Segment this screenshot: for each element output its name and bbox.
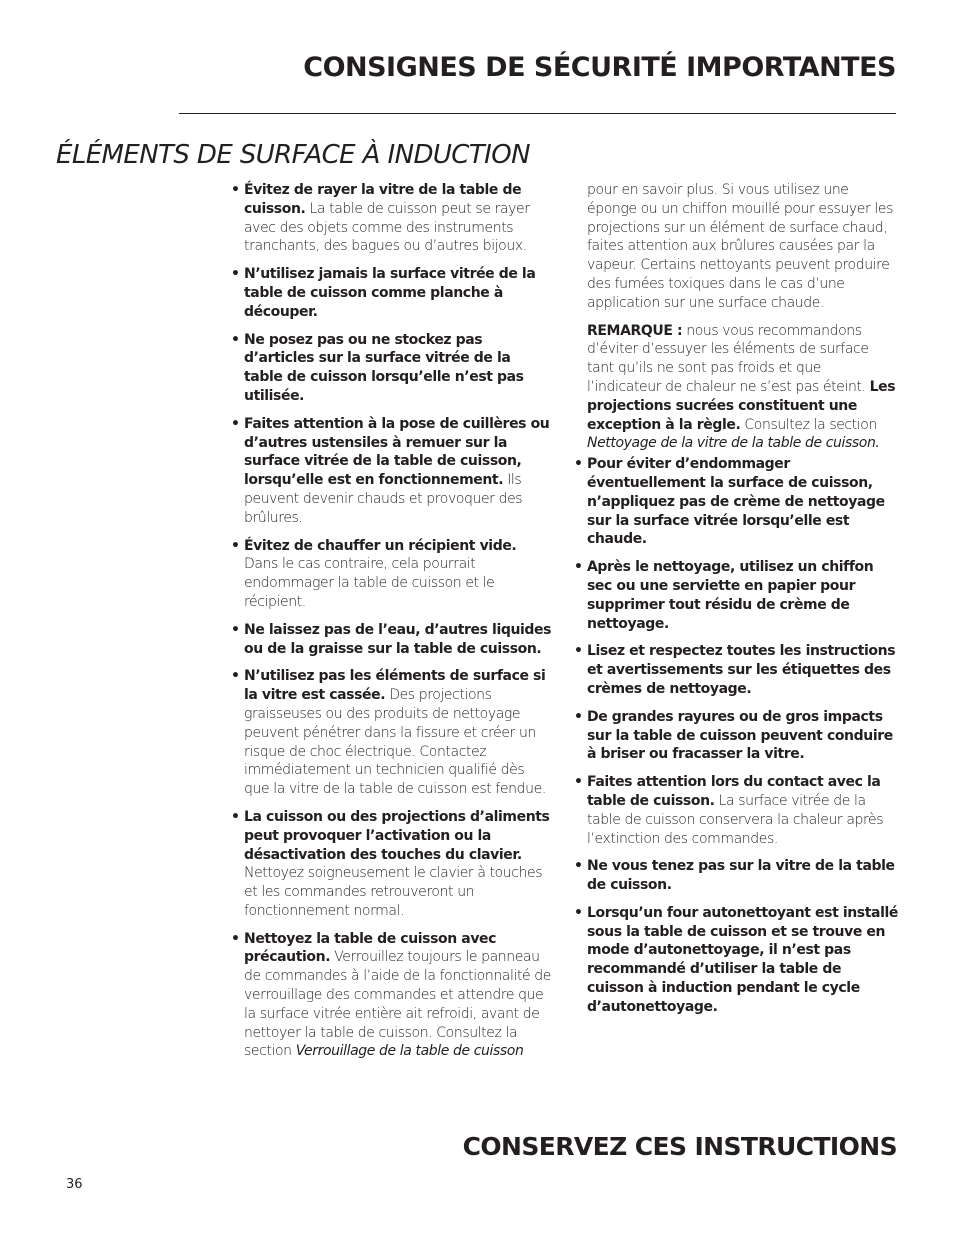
bullet-icon: • [231, 808, 240, 825]
list-item: • N’utilisez pas les éléments de surface si la vitre est cassée. Des projections graisseuses ou des produits de nettoyage peuvent pénétrer dans la fissure et créer un risque de choc électrique. Contactez immédiatement un technicien qualifié dès que la vitre de la table de cuisson est fendue. [231, 668, 546, 798]
page-header-title: CONSIGNES DE SÉCURITÉ IMPORTANTES [303, 52, 896, 83]
right-column [574, 181, 899, 1026]
list-item: • La cuisson ou des projections d’aliments peut provoquer l’activation ou la désactivation des touches du clavier. Nettoyez soigneusement le clavier à touches et les commandes retrouveront un fonctionnement normal. [231, 808, 550, 919]
header-divider [179, 113, 896, 114]
bullet-icon: • [231, 182, 240, 198]
bullet-icon: • [574, 774, 583, 791]
section-title: ÉLÉMENTS DE SURFACE À INDUCTION [56, 140, 530, 170]
bullet-icon: • [574, 456, 583, 473]
bullet-icon: • [231, 621, 240, 638]
list-item: • Ne vous tenez pas sur la vitre de la table de cuisson. [574, 858, 895, 894]
bullet-icon: • [231, 930, 240, 947]
bullet-icon: • [231, 331, 240, 348]
list-item: • Évitez de chauffer un récipient vide. Dans le cas contraire, cela pourrait endommager la table de cuisson et le récipient. [231, 537, 517, 610]
list-item: • Nettoyez la table de cuisson avec précaution. Verrouillez toujours le panneau de commandes à l’aide de la fonctionnalité de verrouillage des commandes et attendre que la surface vitrée entière ait refroidi, avant de nettoyer la table de cuisson. Consultez la section Verrouillage de la table de cuisson [231, 930, 552, 1060]
list-item: • Ne posez pas ou ne stockez pas d’articles sur la surface vitrée de la table de cuisson lorsqu’elle n’est pas utilisée. [231, 331, 524, 404]
list-item: • Faites attention à la pose de cuillères ou d’autres ustensiles à remuer sur la surface vitrée de la table de cuisson, lorsqu’elle est en fonctionnement. Ils peuvent devenir chauds et provoquer des brûlures. [231, 415, 550, 526]
page-number: 36 [66, 1177, 83, 1192]
bullet-icon: • [231, 668, 240, 685]
bullet-icon: • [574, 904, 583, 921]
list-item: • Après le nettoyage, utilisez un chiffon sec ou une serviette en papier pour supprimer tout résidu de crème de nettoyage. [574, 559, 874, 632]
list-item: • De grandes rayures ou de gros impacts sur la table de cuisson peuvent conduire à briser ou fracasser la vitre. [574, 708, 893, 763]
left-column [231, 181, 553, 1070]
footer-title: CONSERVEZ CES INSTRUCTIONS [462, 1132, 897, 1161]
list-item: • Lisez et respectez toutes les instructions et avertissements sur les étiquettes des crèmes de nettoyage. [574, 643, 896, 697]
list-item: • Lorsqu’un four autonettoyant est installé sous la table de cuisson et se trouve en mode d’autonettoyage, il n’est pas recommandé d’utiliser la table de cuisson à induction pendant le cycle d’autonettoyage. [574, 904, 898, 1015]
bullet-icon: • [231, 537, 240, 554]
list-item: • Faites attention lors du contact avec la table de cuisson. La surface vitrée de la table de cuisson conservera la chaleur après l’extinction des commandes. [574, 774, 884, 847]
bullet-icon: • [574, 858, 583, 875]
list-item: • Évitez de rayer la vitre de la table de cuisson. La table de cuisson peut se rayer avec des objets comme des instruments tranchants, des bagues ou d’autres bijoux. [231, 182, 530, 255]
list-item: • Pour éviter d’endommager éventuellement la surface de cuisson, n’appliquez pas de crème de nettoyage sur la surface vitrée lorsqu’elle est chaude. [574, 456, 885, 548]
continuation-paragraph: pour en savoir plus. Si vous utilisez une éponge ou un chiffon mouillé pour essuyer les projections sur un élément de surface chaud, faites attention aux brûlures causées par la vapeur. Certains nettoyants peuvent produire des fumées toxiques dans le cas d’une application sur une surface chaude. [587, 182, 894, 311]
bullet-icon: • [231, 415, 240, 432]
note-paragraph: REMARQUE : nous vous recommandons d’éviter d’essuyer les éléments de surface tant qu’ils ne sont pas froids et que l’indicateur de chaleur ne s’est pas éteint. Les projections sucrées constituent une exception à la règle. Consultez la section Nettoyage de la vitre de la table de cuisson. [587, 322, 896, 452]
bullet-icon: • [574, 643, 583, 660]
list-item: • N’utilisez jamais la surface vitrée de la table de cuisson comme planche à découper. [231, 266, 536, 320]
bullet-icon: • [574, 559, 583, 576]
list-item: • Ne laissez pas de l’eau, d’autres liquides ou de la graisse sur la table de cuisson. [231, 621, 552, 657]
bullet-icon: • [574, 708, 583, 725]
bullet-icon: • [231, 266, 240, 283]
